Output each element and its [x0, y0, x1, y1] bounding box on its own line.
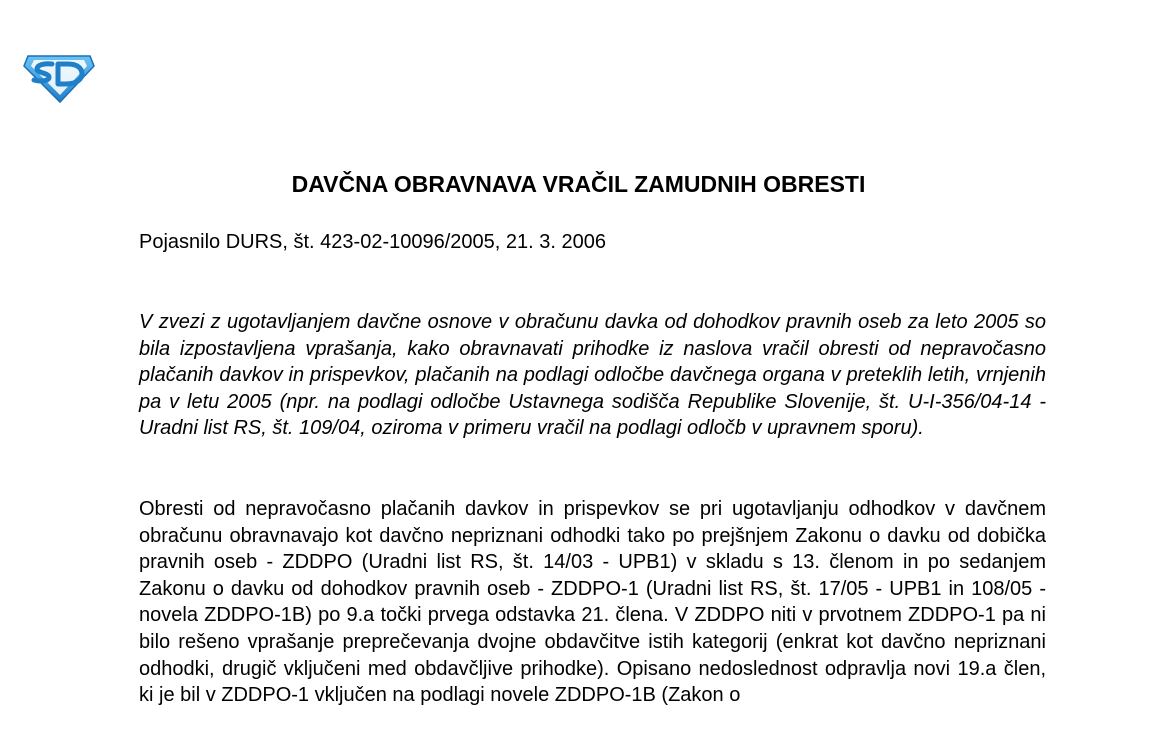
- body-paragraph: Obresti od nepravočasno plačanih davkov in prispevkov se pri ugotavljanju odhodkov v davčnem obračunu obravnavajo kot davčno nepriznani odhodki tako po prejšnjem Zakonu o davku od dobička pravnih oseb - ZDDPO (Uradni list RS, št. 14/03 - UPB1) v skladu s 13. členom in po sedanjem Zakonu o davku od dohodkov pravnih oseb - ZDDPO-1 (Uradni list RS, št. 17/05 - UPB1 in 108/05 - novela ZDDPO-1B) po 9.a točki prvega odstavka 21. člena. V ZDDPO niti v prvotnem ZDDPO-1 pa ni bilo rešeno vprašanje preprečevanja dvojne obdavčitve istih kategorij (enkrat kot davčno nepriznani odhodki, drugič vključeni med obdavčljive prihodke). Opisano nedoslednost odpravlja novi 19.a člen, ki je bil v ZDDPO-1 vključen na podlagi novele ZDDPO-1B (Zakon o: [139, 498, 1046, 707]
- document-reference: Pojasnilo DURS, št. 423-02-10096/2005, 21. 3. 2006: [139, 231, 606, 253]
- company-logo: [22, 50, 96, 104]
- intro-paragraph: V zvezi z ugotavljanjem davčne osnove v obračunu davka od dohodkov pravnih oseb za leto 2005 so bila izpostavljena vprašanja, kako obravnavati prihodke iz naslova vračil obresti od nepravočasno plačanih davkov in prispevkov, plačanih na podlagi odločbe davčnega organa v preteklih letih, vrnjenih pa v letu 2005 (npr. na podlagi odločbe Ustavnega sodišča Republike Slovenije, št. U-I-356/04-14 - Uradni list RS, št. 109/04, oziroma v primeru vračil na podlagi odločb v upravnem sporu).: [139, 311, 1046, 440]
- sd-shield-logo-icon: [22, 50, 96, 104]
- document-title: DAVČNA OBRAVNAVA VRAČIL ZAMUDNIH OBRESTI: [291, 171, 866, 197]
